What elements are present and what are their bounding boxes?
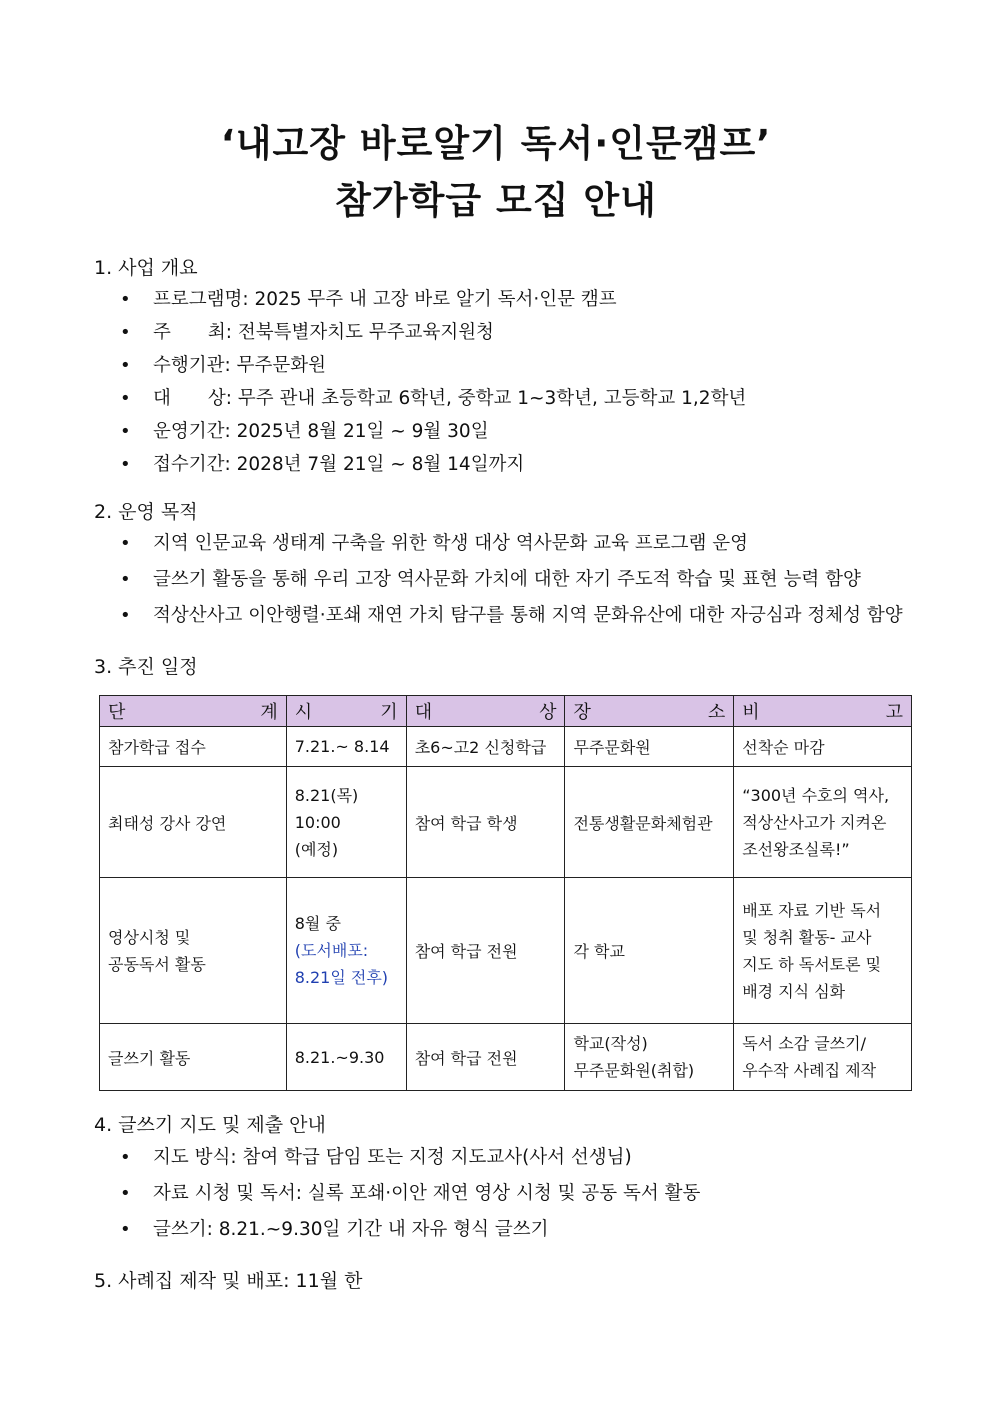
- cell-note: “300년 수호의 역사, 적상산사고가 지켜온 조선왕조실록!”: [734, 767, 912, 878]
- list-item: • 글쓰기 활동을 통해 우리 고장 역사문화 가치에 대한 자기 주도적 학습 및 표현 능력 함양: [120, 567, 903, 603]
- cell-stage: 최태성 강사 강연: [100, 767, 287, 878]
- table-row: [100, 727, 912, 767]
- list-item: • 접수기간: 2028년 7월 21일 ~ 8월 14일까지: [120, 452, 746, 485]
- section2-list: [120, 531, 903, 639]
- cell-period: 8.21.~9.30: [286, 1024, 406, 1091]
- schedule-table: [99, 695, 912, 1091]
- section5-heading: 5. 사례집 제작 및 배포: 11월 한: [94, 1270, 363, 1292]
- cell-target: 참여 학급 학생: [406, 767, 565, 878]
- document-title-line2: 참가학급 모집 안내: [335, 179, 657, 222]
- cell-place: 무주문화원: [565, 727, 734, 767]
- list-item: • 프로그램명: 2025 무주 내 고장 바로 알기 독서·인문 캠프: [120, 287, 746, 320]
- table-header-row: [100, 696, 912, 727]
- section4-list: [120, 1145, 700, 1253]
- cell-stage: 참가학급 접수: [100, 727, 287, 767]
- header-period: 시 기: [286, 696, 406, 727]
- cell-stage: 글쓰기 활동: [100, 1024, 287, 1091]
- document-title-line1: ‘내고장 바로알기 독서·인문캠프’: [220, 122, 772, 165]
- cell-stage: 영상시청 및 공동독서 활동: [100, 878, 287, 1024]
- table-row: [100, 767, 912, 878]
- list-item: • 주 최: 전북특별자치도 무주교육지원청: [120, 320, 746, 353]
- cell-period: 7.21.~ 8.14: [286, 727, 406, 767]
- cell-period: 8.21(목) 10:00 (예정): [286, 767, 406, 878]
- section1-list: [120, 287, 746, 485]
- list-item: • 자료 시청 및 독서: 실록 포쇄·이안 재연 영상 시청 및 공동 독서 활동: [120, 1181, 700, 1217]
- cell-note: 독서 소감 글쓰기/ 우수작 사례집 제작: [734, 1024, 912, 1091]
- cell-target: 초6~고2 신청학급: [406, 727, 565, 767]
- list-item: • 지역 인문교육 생태계 구축을 위한 학생 대상 역사문화 교육 프로그램 운영: [120, 531, 903, 567]
- cell-period: 8월 중 (도서배포: 8.21일 전후): [286, 878, 406, 1024]
- table-row: [100, 878, 912, 1024]
- cell-target: 참여 학급 전원: [406, 878, 565, 1024]
- cell-place: 전통생활문화체험관: [565, 767, 734, 878]
- cell-note: 배포 자료 기반 독서 및 청취 활동- 교사 지도 하 독서토론 및 배경 지식 심화: [734, 878, 912, 1024]
- section2-heading: 2. 운영 목적: [94, 501, 198, 523]
- cell-place: 학교(작성) 무주문화원(취합): [565, 1024, 734, 1091]
- list-item: • 지도 방식: 참여 학급 담임 또는 지정 지도교사(사서 선생님): [120, 1145, 700, 1181]
- section4-heading: 4. 글쓰기 지도 및 제출 안내: [94, 1114, 326, 1136]
- list-item: • 대 상: 무주 관내 초등학교 6학년, 중학교 1~3학년, 고등학교 1,2학년: [120, 386, 746, 419]
- table-row: [100, 1024, 912, 1091]
- header-place: 장 소: [565, 696, 734, 727]
- section1-heading: 1. 사업 개요: [94, 257, 198, 279]
- header-target: 대 상: [406, 696, 565, 727]
- cell-note: 선착순 마감: [734, 727, 912, 767]
- cell-target: 참여 학급 전원: [406, 1024, 565, 1091]
- list-item: • 수행기관: 무주문화원: [120, 353, 746, 386]
- header-note: 비 고: [734, 696, 912, 727]
- list-item: • 운영기간: 2025년 8월 21일 ~ 9월 30일: [120, 419, 746, 452]
- list-item: • 적상산사고 이안행렬·포쇄 재연 가치 탐구를 통해 지역 문화유산에 대한 자긍심과 정체성 함양: [120, 603, 903, 639]
- list-item: • 글쓰기: 8.21.~9.30일 기간 내 자유 형식 글쓰기: [120, 1217, 700, 1253]
- section3-heading: 3. 추진 일정: [94, 656, 198, 678]
- cell-place: 각 학교: [565, 878, 734, 1024]
- header-stage: 단 계: [100, 696, 287, 727]
